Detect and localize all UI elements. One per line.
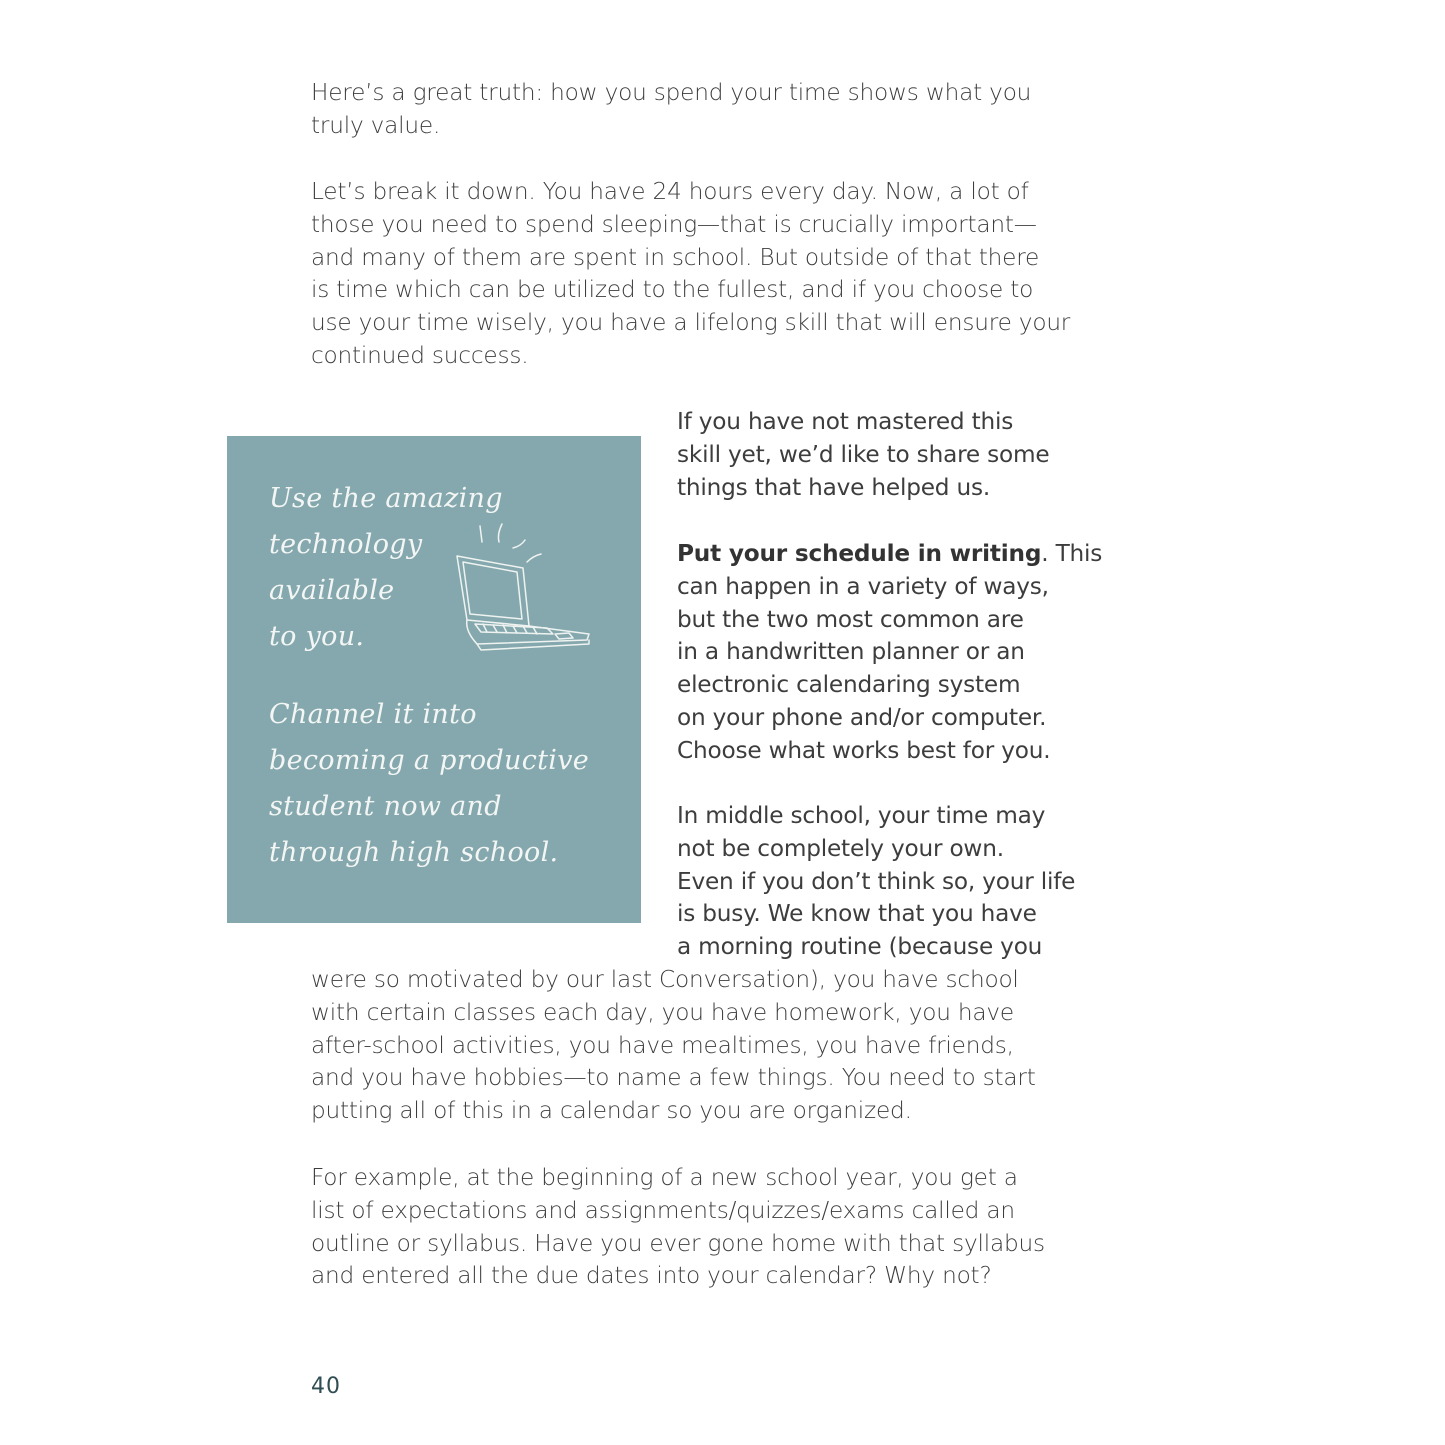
text-line: those you need to spend sleeping—that is crucially important—: [311, 210, 1037, 238]
text-line: list of expectations and assignments/quizzes/exams called an: [311, 1196, 1015, 1224]
text-line: can happen in a variety of ways,: [677, 572, 1049, 600]
text-line: not be completely your own.: [677, 834, 1004, 862]
callout-line: technology: [269, 529, 423, 560]
paragraph-mastered: [677, 406, 1097, 504]
text-line: [677, 538, 1103, 571]
text-line: continued success.: [311, 341, 529, 369]
callout-text-b: [269, 692, 589, 876]
text-line: and entered all the due dates into your calendar? Why not?: [311, 1262, 992, 1290]
laptop-icon: [447, 516, 607, 661]
text-line: after-school activities, you have mealtimes, you have friends,: [311, 1031, 1014, 1059]
paragraph-schedule: [677, 538, 1103, 768]
callout-line: becoming a productive: [269, 745, 590, 776]
text-line: Here’s a great truth: how you spend your time shows what you: [311, 79, 1032, 106]
text-line: putting all of this in a calendar so you are organized.: [311, 1097, 912, 1125]
text-line: outline or syllabus. Have you ever gone home with that syllabus: [311, 1229, 1045, 1257]
bold-lead: Put your schedule in writing: [677, 540, 1042, 567]
paragraph-break-it-down: [311, 176, 1091, 373]
page-number: 40: [311, 1374, 341, 1399]
callout-line: student now and: [269, 791, 502, 822]
text-line: Even if you don’t think so, your life: [677, 867, 1076, 895]
text-line: things that have helped us.: [677, 473, 991, 501]
callout-box: [227, 436, 641, 923]
text-line: Choose what works best for you.: [677, 736, 1051, 764]
callout-line: Channel it into: [269, 699, 477, 730]
callout-line: available: [269, 575, 395, 606]
text-line: in a handwritten planner or an: [677, 638, 1025, 666]
text-line: Let’s break it down. You have 24 hours every day. Now, a lot of: [311, 178, 1029, 205]
text-line: electronic calendaring system: [677, 671, 1021, 699]
text-line: and you have hobbies—to name a few things. You need to start: [311, 1064, 1036, 1092]
paragraph-middle-school-cont: [311, 964, 1091, 1128]
text-line: use your time wisely, you have a lifelong skill that will ensure your: [311, 309, 1071, 337]
callout-line: to you.: [269, 621, 365, 652]
text-line: truly value.: [311, 111, 441, 139]
lead-rest: . This: [1041, 540, 1103, 567]
text-line: is time which can be utilized to the fullest, and if you choose to: [311, 276, 1034, 304]
callout-line: Use the amazing: [269, 483, 503, 514]
text-line: on your phone and/or computer.: [677, 703, 1047, 731]
text-line: is busy. We know that you have: [677, 900, 1037, 928]
paragraph-intro: [311, 77, 1091, 143]
callout-line: through high school.: [269, 837, 559, 868]
text-line: a morning routine (because you: [677, 933, 1043, 961]
text-line: were so motivated by our last Conversation), you have school: [311, 966, 1019, 993]
text-line: but the two most common are: [677, 605, 1024, 633]
text-line: and many of them are spent in school. But outside of that there: [311, 243, 1040, 271]
paragraph-example: [311, 1162, 1091, 1293]
paragraph-middle-school: [677, 800, 1097, 964]
text-line: skill yet, we’d like to share some: [677, 440, 1050, 468]
text-line: with certain classes each day, you have homework, you have: [311, 998, 1014, 1026]
text-line: For example, at the beginning of a new school year, you get a: [311, 1164, 1018, 1191]
text-line: In middle school, your time may: [677, 802, 1046, 829]
text-line: If you have not mastered this: [677, 408, 1014, 435]
